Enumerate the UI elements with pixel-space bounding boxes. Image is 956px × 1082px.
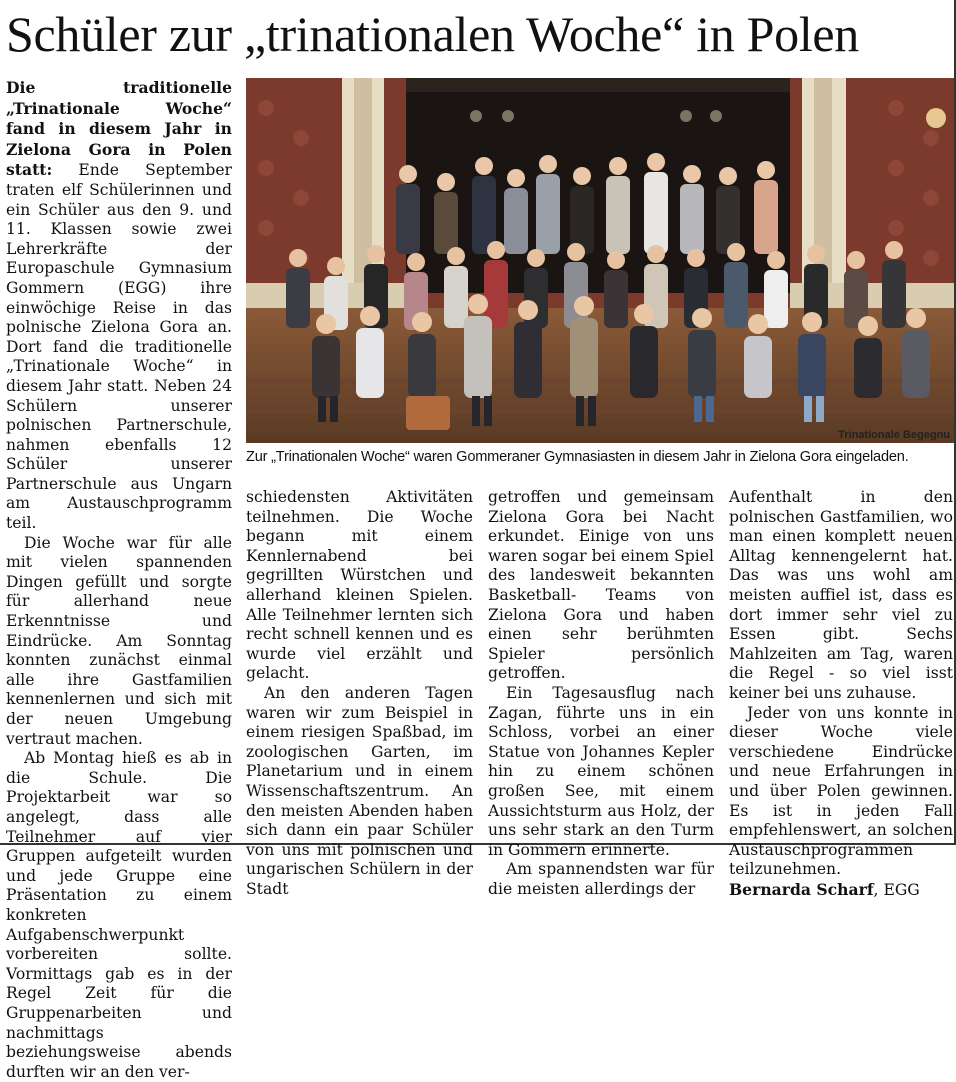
bag: [406, 396, 450, 430]
byline: [729, 880, 953, 901]
author-org: , EGG: [873, 880, 920, 899]
paragraph: Jeder von uns konnte in dieser Woche viele verschiedene Eindrücke und neue Erfahrungen in und über Polen gewinnen. Es ist in jeden Fall empfehlenswert, an solchen Austauschprogrammen teilzunehmen.: [729, 703, 953, 879]
article-column-1: [6, 78, 232, 1082]
photo-credit: Trinationale Begegnu: [838, 429, 950, 441]
group-photo: [246, 78, 954, 443]
paragraph: Ab Montag hieß es ab in die Schule. Die Projektarbeit war so angelegt, dass alle Teilnehmer auf vier Gruppen aufgeteilt wurden und jede Gruppe eine Präsentation zu einem konkreten Aufgabenschwerpunkt vorbereiten sollte. Vormittags gab es in der Regel Zeit für die Gruppenarbeiten und nachmittags beziehungsweise abends durften wir an den ver-: [6, 749, 232, 1081]
paragraph: getroffen und gemeinsam Zielona Gora bei Nacht erkundet. Einige von uns waren sogar bei einem Spiel des landesweit bekannten Basketball- Teams von Zielona Gora und haben einen sehr berühmten Spieler persönlich getroffen.: [488, 488, 714, 683]
author-name: Bernarda Scharf: [729, 879, 874, 899]
article-column-3: [488, 488, 714, 899]
paragraph: Die Woche war für alle mit vielen spannenden Dingen gefüllt und sorgte für allerhand neue Erkenntnisse und Eindrücke. Am Sonntag konnten zunächst einmal alle ihre Gastfamilien kennenlernen und sich mit der neuen Umgebung vertraut machen.: [6, 533, 232, 748]
article-column-2: [246, 488, 473, 899]
paragraph: schiedensten Aktivitäten teilnehmen. Die Woche begann mit einem Kennlernabend bei gegrillten Würstchen und allerhand kleinen Spielen. Alle Teilnehmer lernten sich recht schnell kennen und es wurde viel erzählt und gelacht.: [246, 488, 473, 683]
paragraph: Am spannendsten war für die meisten allerdings der: [488, 860, 714, 898]
group-photo-image: [246, 78, 954, 443]
paragraph: Aufenthalt in den polnischen Gastfamilien, wo man einen komplett neuen Alltag kennengelernt hat. Das was uns wohl am meisten auffiel ist, dass es dort immer sehr viel zu Essen gibt. Sechs Mahlzeiten am Tag, waren die Regel - so viel isst keiner bei uns zuhause.: [729, 488, 953, 702]
article-column-4: [729, 488, 953, 900]
article-headline: Schüler zur „trinationalen Woche“ in Polen: [6, 6, 860, 62]
photo-caption: Zur „Trinationalen Woche“ waren Gommeraner Gymnasiasten in diesem Jahr in Zielona Gora eingeladen.: [246, 449, 909, 465]
intro-text: Ende September traten elf Schülerinnen und ein Schüler aus den 9. und 11. Klassen sowie zwei Lehrerkräfte der Europaschule Gymnasium Gommern (EGG) ihre einwöchige Reise in das polnische Zielona Gora an. Dort fand die traditionelle „Trinationale Woche“ in diesem Jahr statt. Neben 24 Schülern unserer polnischen Partnerschule, nahmen ebenfalls 12 Schüler unserer Partnerschule aus Ungarn am Austauschprogramm teil.: [6, 161, 232, 533]
paragraph-intro: [6, 78, 232, 534]
paragraph: Ein Tagesausflug nach Zagan, führte uns in ein Schloss, vorbei an einer Statue von Johannes Kepler hin zu einem schönen großen See, mit einem Aussichtsturm aus Holz, der uns sehr stark an den Turm in Gommern erinnerte.: [488, 683, 714, 859]
paragraph: An den anderen Tagen waren wir zum Beispiel in einem riesigen Spaßbad, im zoologischen Garten, im Planetarium und in einem Wissenschaftszentrum. An den meisten Abenden haben sich dann ein paar Schüler von uns mit polnischen und ungarischen Schülern in der Stadt: [246, 683, 473, 898]
lead-text: Die traditionelle „Trinationale Woche“ fand in diesem Jahr in Zielona Gora in Polen statt:: [6, 78, 232, 180]
